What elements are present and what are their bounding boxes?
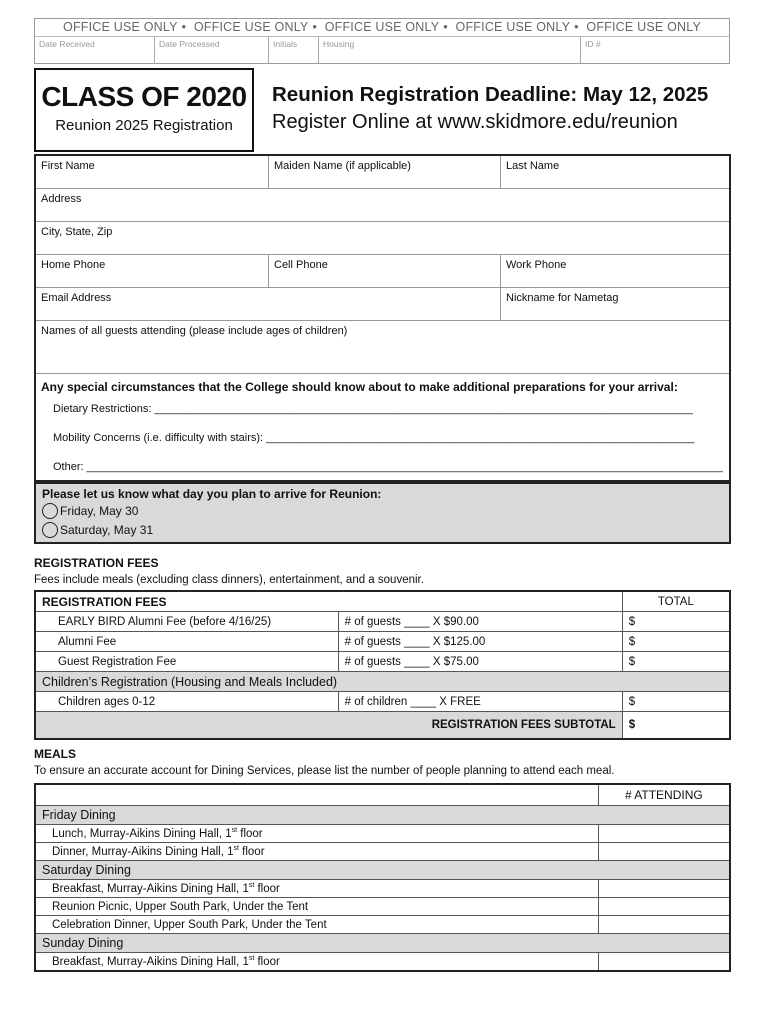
friday-group-row xyxy=(35,806,730,825)
id-field[interactable] xyxy=(581,37,731,64)
radio-button[interactable] xyxy=(42,503,58,519)
housing-label: Housing xyxy=(323,39,355,49)
attending-field[interactable] xyxy=(598,953,730,972)
meals-heading: MEALS xyxy=(34,747,76,761)
table-row xyxy=(35,843,730,861)
saturday-group-row xyxy=(35,861,730,880)
meal-text: Breakfast, Murray-Aikins Dining Hall, 1 xyxy=(52,882,249,895)
attending-heading: # ATTENDING xyxy=(598,784,730,806)
children-heading-row xyxy=(35,672,730,692)
housing-field[interactable] xyxy=(319,37,581,64)
fee-label: Guest Registration Fee xyxy=(35,652,338,672)
meal-text: Lunch, Murray-Aikins Dining Hall, 1 xyxy=(52,827,232,840)
subtotal-row xyxy=(35,712,730,740)
fee-label: EARLY BIRD Alumni Fee (before 4/16/25) xyxy=(35,612,338,632)
children-total-field[interactable]: $ xyxy=(622,692,730,712)
maiden-name-field[interactable] xyxy=(268,156,500,188)
friday-dining-heading: Friday Dining xyxy=(35,806,730,825)
guests-field[interactable] xyxy=(36,321,729,373)
arrival-option-label: Friday, May 30 xyxy=(60,503,139,518)
email-label: Email Address xyxy=(41,292,112,304)
class-subtitle: Reunion 2025 Registration xyxy=(55,117,233,134)
special-row xyxy=(36,374,729,480)
other-field[interactable]: Other: ________________________________________________________________________________________________________ xyxy=(53,461,723,473)
saturday-dining-heading: Saturday Dining xyxy=(35,861,730,880)
office-use-label: OFFICE USE ONLY xyxy=(324,20,440,34)
ordinal-suffix: st xyxy=(231,827,238,835)
meal-label xyxy=(35,953,598,972)
attending-field[interactable] xyxy=(598,843,730,861)
table-row xyxy=(35,612,730,632)
email-row xyxy=(36,288,729,321)
city-state-zip-label: City, State, Zip xyxy=(41,226,113,238)
address-label: Address xyxy=(41,193,82,205)
office-use-label: OFFICE USE ONLY xyxy=(193,20,309,34)
fees-table-heading: REGISTRATION FEES xyxy=(35,591,622,612)
meals-table xyxy=(34,783,731,972)
fee-calc-field[interactable]: # of guests ____ X $75.00 xyxy=(338,652,622,672)
date-processed-label: Date Processed xyxy=(159,39,220,49)
mobility-field[interactable]: Mobility Concerns (i.e. difficulty with stairs): ______________________________________________________________________ xyxy=(53,432,695,444)
work-phone-field[interactable] xyxy=(500,255,729,287)
fees-table xyxy=(34,590,731,740)
arrival-option-friday[interactable] xyxy=(42,501,729,520)
guests-row xyxy=(36,321,729,374)
maiden-name-label: Maiden Name (if applicable) xyxy=(274,160,411,172)
sunday-dining-heading: Sunday Dining xyxy=(35,934,730,953)
name-row xyxy=(36,156,729,189)
register-online-text: Register Online at www.skidmore.edu/reunion xyxy=(272,111,678,133)
total-heading: TOTAL xyxy=(622,591,730,612)
attending-field[interactable] xyxy=(598,880,730,898)
class-box xyxy=(34,68,254,152)
meal-label: Reunion Picnic, Upper South Park, Under the Tent xyxy=(35,898,598,916)
table-row xyxy=(35,652,730,672)
initials-label: Initials xyxy=(273,39,298,49)
attending-field[interactable] xyxy=(598,825,730,843)
home-phone-field[interactable] xyxy=(36,255,268,287)
ordinal-suffix: st xyxy=(248,955,255,963)
table-row xyxy=(35,825,730,843)
work-phone-label: Work Phone xyxy=(506,259,567,271)
table-row xyxy=(35,953,730,972)
fees-heading: REGISTRATION FEES xyxy=(34,556,159,570)
address-row xyxy=(36,189,729,222)
date-received-label: Date Received xyxy=(39,39,95,49)
class-title: CLASS OF 2020 xyxy=(41,81,247,112)
arrival-section xyxy=(34,482,731,544)
cell-phone-field[interactable] xyxy=(268,255,500,287)
fee-label: Alumni Fee xyxy=(35,632,338,652)
table-row xyxy=(35,692,730,712)
nickname-field[interactable] xyxy=(500,288,729,320)
meals-description: To ensure an accurate account for Dining Services, please list the number of people planning to attend each meal. xyxy=(34,765,615,777)
meals-header-row xyxy=(35,784,730,806)
dietary-field[interactable]: Dietary Restrictions: ________________________________________________________________________________________ xyxy=(53,403,693,415)
fee-total-field[interactable]: $ xyxy=(622,652,730,672)
fee-calc-field[interactable]: # of guests ____ X $125.00 xyxy=(338,632,622,652)
office-use-label: OFFICE USE ONLY xyxy=(455,20,571,34)
deadline-text: Reunion Registration Deadline: May 12, 2025 xyxy=(272,83,709,106)
office-use-label: OFFICE USE ONLY xyxy=(63,20,178,34)
fees-header-row xyxy=(35,591,730,612)
table-row xyxy=(35,880,730,898)
ordinal-suffix: st xyxy=(233,845,239,853)
last-name-field[interactable] xyxy=(500,156,729,188)
meal-label xyxy=(35,843,598,861)
floor-word: floor xyxy=(237,827,263,840)
contact-grid xyxy=(34,154,731,482)
attending-field[interactable] xyxy=(598,916,730,934)
floor-word: floor xyxy=(238,845,265,858)
office-use-label: OFFICE USE ONLY xyxy=(586,20,701,34)
office-use-strip xyxy=(34,18,730,64)
guests-label: Names of all guests attending (please include ages of children) xyxy=(41,325,348,337)
initials-field[interactable] xyxy=(269,37,319,64)
city-row xyxy=(36,222,729,255)
children-calc-field[interactable]: # of children ____ X FREE xyxy=(338,692,622,712)
last-name-label: Last Name xyxy=(506,160,560,172)
meal-label xyxy=(35,880,598,898)
table-row xyxy=(35,916,730,934)
id-label: ID # xyxy=(585,39,601,49)
first-name-field[interactable] xyxy=(36,156,268,188)
floor-word: floor xyxy=(254,955,280,968)
meal-label xyxy=(35,825,598,843)
cell-phone-label: Cell Phone xyxy=(274,259,328,271)
header-info xyxy=(272,83,708,134)
fee-total-field[interactable]: $ xyxy=(622,632,730,652)
meal-text: Breakfast, Murray-Aikins Dining Hall, 1 xyxy=(52,955,249,968)
fee-calc-field[interactable]: # of guests ____ X $90.00 xyxy=(338,612,622,632)
fees-description: Fees include meals (excluding class dinners), entertainment, and a souvenir. xyxy=(34,574,424,586)
radio-button[interactable] xyxy=(42,522,58,538)
date-processed-field[interactable] xyxy=(155,37,269,64)
attending-field[interactable] xyxy=(598,898,730,916)
floor-word: floor xyxy=(254,882,280,895)
sunday-group-row xyxy=(35,934,730,953)
subtotal-field[interactable]: $ xyxy=(622,712,730,740)
meals-header-blank xyxy=(35,784,598,806)
special-circumstances-title: Any special circumstances that the College should know about to make additional preparations for your arrival: xyxy=(41,380,678,394)
table-row xyxy=(35,632,730,652)
children-label: Children ages 0-12 xyxy=(35,692,338,712)
first-name-label: First Name xyxy=(41,160,95,172)
meal-text: Dinner, Murray-Aikins Dining Hall, 1 xyxy=(52,845,234,858)
table-row xyxy=(35,898,730,916)
office-use-banner: OFFICE USE ONLY • OFFICE USE ONLY • OFFICE USE ONLY • OFFICE USE ONLY • OFFICE USE ONLY xyxy=(35,20,729,34)
email-field[interactable] xyxy=(36,288,500,320)
subtotal-label: REGISTRATION FEES SUBTOTAL xyxy=(35,712,622,740)
meal-label: Celebration Dinner, Upper South Park, Under the Tent xyxy=(35,916,598,934)
home-phone-label: Home Phone xyxy=(41,259,106,271)
ordinal-suffix: st xyxy=(248,882,255,890)
children-heading: Children’s Registration (Housing and Meals Included) xyxy=(35,672,730,692)
fee-total-field[interactable]: $ xyxy=(622,612,730,632)
arrival-option-label: Saturday, May 31 xyxy=(60,522,154,537)
nickname-label: Nickname for Nametag xyxy=(506,292,619,304)
arrival-option-saturday[interactable] xyxy=(42,520,729,539)
arrival-question: Please let us know what day you plan to arrive for Reunion: xyxy=(42,487,382,501)
date-received-field[interactable] xyxy=(35,37,155,64)
phone-row xyxy=(36,255,729,288)
city-state-zip-field[interactable] xyxy=(36,222,729,254)
address-field[interactable] xyxy=(36,189,729,221)
